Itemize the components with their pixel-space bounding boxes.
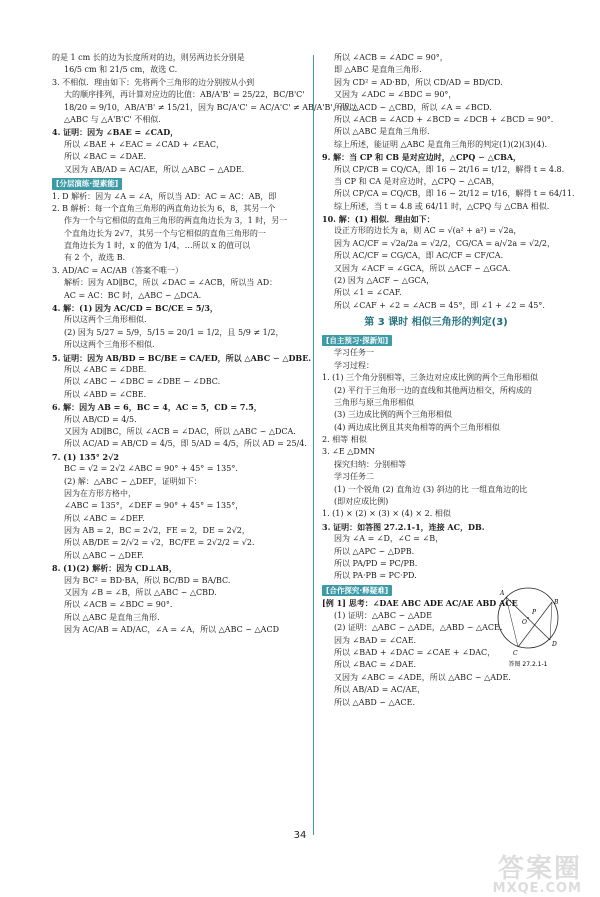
text-line: (2) 平行于三角形一边的直线和其他两边相交，所构成的: [334, 385, 532, 395]
text-line: AC = AC：BC 时，△ABC ∽ △DCA.: [64, 290, 202, 300]
text-line: 所以 ∠CAF + ∠2 = ∠ACB = 45°，即 ∠1 + ∠2 = 45°.: [334, 300, 545, 310]
text-line: 综上所述，能证明 △ABC 是直角三角形的判定(1)(2)(3)(4).: [334, 139, 548, 149]
text-line: 所以 AB/AD = AC/AE，: [334, 685, 426, 695]
text-line: 16/5 cm 和 21/5 cm，故选 C.: [64, 65, 178, 75]
text-line: 3. 证明：如答图 27.2.1-1，连接 AC，DB.: [322, 521, 485, 532]
text-line: (1) 一个锐角 (2) 直角边 (3) 斜边的比 一组直角边的比: [334, 484, 528, 494]
text-line: 又因为 ∠ADC = ∠BDC = 90°，: [334, 90, 457, 100]
text-line: 所以 ∠ABC = ∠DEF.: [64, 513, 145, 523]
text-line: 18/20 = 9/10，AB/A'B' ≠ 15/21，因为 BC/A'C' = AC/A'C' ≠ AB/A'B'，所以: [64, 102, 357, 112]
text-line: 2. B 解析：每一个直角三角形的两直角边长为 6，8，其另一个: [52, 203, 276, 213]
text-line: 大的顺序排列，再计算对应边的比值：AB/A'B' = 25/22，BC/B'C': [64, 90, 305, 100]
text-line: 7. (1) 135° 2√2: [52, 451, 119, 462]
section-header: [分层演练·提素能]: [52, 178, 122, 190]
text-line: △ABC 与 △A'B'C' 不相似.: [64, 114, 161, 124]
text-line: 所以 ∠ACB = ∠ACD + ∠BCD = ∠DCB + ∠BCD = 90°.: [334, 114, 554, 124]
text-line: 所以 AC/AD = AB/CD = 4/5，即 5/AD = 4/5，所以 AD = 25/4.: [64, 439, 307, 449]
page-number: [0, 830, 600, 841]
text-line: 所以这两个三角形不相似.: [64, 340, 155, 350]
lesson-title: 第 3 课时 相似三角形的判定(3): [364, 317, 508, 329]
text-line: 所以 ∠ACB = ∠BDC = 90°.: [64, 600, 173, 610]
text-line: 所以 ∠ABC = ∠DBE.: [64, 365, 147, 374]
text-line: 所以 △ABC 是直角三角形.: [334, 127, 430, 137]
text-line: 所以 AB/CD = 4/5.: [64, 414, 137, 424]
text-line: 4. 证明：因为 ∠BAE = ∠CAD，: [52, 127, 179, 138]
text-line: 9. 解：当 CP 和 CB 是对应边时，△CPQ ∽ △CBA，: [322, 152, 522, 163]
text-line: 学习过程：: [334, 360, 374, 370]
text-line: 因为 ∠A = ∠D，∠C = ∠B，: [334, 534, 444, 544]
text-line: 解析：因为 AD∥BC，所以 ∠DAC = ∠ACB，所以当 AD：: [64, 278, 278, 288]
text-line: 设正方形的边长为 a，则 AC = √(a² + a²) = √2a，: [334, 226, 522, 236]
text-line: 所以 CP/CA = CQ/CB，即 16 − 2t/12 = t/16，解得 t = 64/11.: [334, 189, 575, 199]
section-header: [合作探究·释疑难]: [322, 585, 392, 597]
text-line: 学习任务二: [334, 472, 374, 482]
text-line: 8. (1)(2) 解析：因为 CD⊥AB，: [52, 563, 177, 574]
text-line: 所以 PA/PD = PC/PB.: [334, 558, 418, 568]
text-line: 3. ∠E △DMN: [322, 447, 376, 457]
text-line: 所以 AB/DE = 2/√2 = √2，BC/FE = 2√2/2 = √2.: [64, 538, 255, 548]
text-line: 因为 BC² = BD·BA，所以 BC/BD = BA/BC.: [64, 575, 231, 585]
text-line: (2) 因为 △ACF ∽ △GCA，: [334, 276, 435, 286]
point-label: D: [552, 641, 557, 648]
text-line: 所以这两个三角形相似.: [64, 315, 147, 325]
text-line: (1) 证明：△ABC ∽ △ADE: [334, 610, 432, 620]
text-line: 所以 CP/CB = CQ/CA，即 16 − 2t/16 = t/12，解得 t = 4.8.: [334, 164, 565, 174]
text-line: 作为一个与它相似的直角三角形的两直角边长为 3，1 时，另一: [64, 216, 288, 226]
watermark-url: MXQE.COM: [492, 881, 582, 896]
text-line: 又因为 ∠B = ∠B，所以 △ABC ∽ △CBD.: [64, 588, 217, 598]
watermark: [493, 848, 582, 896]
text-line: 因为在方形方格中，: [64, 488, 136, 498]
text-line: 即 △ABC 是直角三角形.: [334, 65, 422, 75]
text-line: 三角形与原三角形相似: [334, 397, 414, 407]
text-line: (3) 三边成比例的两个三角形相似: [334, 410, 452, 420]
text-line: 所以 △ABC 是直角三角形.: [64, 612, 160, 622]
text-line: 因为 AC/CF = √2a/2a = √2/2，CG/CA = a/√2a = √2/2，: [334, 238, 555, 248]
text-line: 所以 ∠ABC − ∠DBC = ∠DBE − ∠DBC.: [64, 377, 221, 387]
text-line: 学习任务一: [334, 348, 374, 358]
text-line: (2) 证明：△ABC ∽ △ADE，△ABD ∽ △ACE.: [334, 623, 503, 633]
text-line: 个直角边长为 2√7，其另一个与它相似的直角三角形的一: [64, 228, 266, 238]
watermark-logo-text: 答案圈: [497, 854, 582, 884]
text-line: 所以 ∠1 = ∠CAF.: [334, 288, 402, 298]
text-line: BC = √2 = 2√2 ∠ABC = 90° + 45° = 135°.: [64, 464, 238, 474]
point-label: C: [513, 650, 518, 657]
text-line: 所以 △ABC ∽ △DEF.: [64, 550, 144, 560]
text-line: 所以 △ACD ∽ △CBD，所以 ∠A = ∠BCD.: [334, 102, 492, 112]
text-line: 所以 ∠BAC = ∠DAE.: [64, 152, 147, 162]
text-line: 1. (1) × (2) × (3) × (4) × 2. 相似: [322, 509, 451, 519]
text-line: ∠ABC = 135°，∠DEF = 90° + 45° = 135°，: [64, 501, 244, 511]
text-line: 1. (1) 三个角分别相等，三条边对应成比例的两个三角形相似: [322, 373, 539, 383]
figure-caption: 答图 27.2.1-1: [508, 661, 548, 668]
point-label: A: [500, 590, 505, 597]
text-line: 当 CP 和 CA 是对应边时，△CPQ ∽ △CAB，: [334, 176, 500, 186]
text-line: 综上所述，当 t = 4.8 或 64/11 时，△CPQ 与 △CBA 相似.: [334, 201, 550, 211]
point-label: B: [554, 599, 559, 606]
text-line: (2) 因为 5/27 = 5/9，5/15 = 20/1 = 1/2，且 5/9 ≠ 1/2，: [64, 327, 284, 337]
text-line: 5. 证明：因为 AB/BD = BC/BE = CA/ED，所以 △ABC ∽ △DBE.: [52, 352, 312, 363]
text-line: 因为 CD² = AD·BD，所以 CD/AD = BD/CD.: [334, 77, 503, 87]
text-line: 的是 1 cm 长的边为长度所对的边，则另两边长分别是: [52, 53, 245, 62]
column-divider: [313, 55, 314, 835]
text-line: 所以 ∠BAC = ∠DAE.: [334, 660, 417, 670]
text-line: 有 2 个，故选 B.: [64, 253, 126, 263]
text-line: (即对应成比例): [334, 497, 389, 507]
text-line: 所以 ∠ABD = ∠CBE.: [64, 389, 147, 399]
text-line: 3. AD/AC = AC/AB（答案不唯一）: [52, 265, 183, 275]
text-line: 6. 解：因为 AB = 6，BC = 4，AC = 5，CD = 7.5，: [52, 402, 262, 413]
text-line: 所以 △ABD ∽ △ACE.: [334, 697, 415, 707]
circle-figure: [488, 580, 568, 670]
text-line: 10. 解：(1) 相似．理由如下：: [322, 214, 435, 225]
text-line: 又因为 AB/AD = AC/AE，所以 △ABC ∽ △ADE.: [64, 164, 245, 174]
text-line: 所以 AC/CF = CG/CA，即 AC/CF = CF/CA.: [334, 251, 504, 261]
text-line: 4. 解：(1) 因为 AC/CD = BC/CE = 5/3，: [52, 303, 218, 314]
text-line: 又因为 AD∥BC，所以 ∠ACB = ∠DAC，所以 △ABC ∽ △DCA.: [64, 426, 296, 436]
text-line: (4) 两边成比例且其夹角相等的两个三角形相似: [334, 422, 500, 432]
text-line: 探究归纳：分别相等: [334, 459, 406, 469]
section-header: [自主预习·探新知]: [322, 335, 392, 347]
text-line: [例 1] 思考：∠DAE ABC ADE AC/AE ABD ACE: [322, 598, 518, 609]
text-line: 1. D 解析：因为 ∠A = ∠A，所以当 AD：AC = AC：AB，即: [52, 191, 277, 201]
point-label: O: [522, 619, 527, 626]
text-line: 3. 不相似．理由如下：先将两个三角形的边分别按从小到: [52, 77, 255, 87]
page-number-text: 34: [293, 830, 307, 841]
text-line: 又因为 ∠ACF = ∠GCA，所以 △ACF ∽ △GCA.: [334, 263, 511, 273]
text-line: 2. 相等 相似: [322, 435, 367, 445]
point-label: P: [532, 609, 537, 616]
text-line: 所以 △APC ∽ △DPB.: [334, 546, 415, 556]
text-line: 因为 ∠BAD = ∠CAE.: [334, 635, 417, 645]
text-line: 所以 ∠BAD + ∠DAC = ∠CAE + ∠DAC，: [334, 647, 496, 657]
text-line: 又因为 ∠ABC = ∠ADE，所以 △ABC ∽ △ADE.: [334, 672, 511, 682]
text-line: 所以 PA·PB = PC·PD.: [334, 571, 417, 581]
text-line: 所以 ∠BAE + ∠EAC = ∠CAD + ∠EAC，: [64, 139, 225, 149]
text-line: 直角边长为 1 时，x 的值为 1/4，…所以 x 的值可以: [64, 241, 251, 251]
text-line: 所以 ∠ACB = ∠ADC = 90°，: [334, 53, 448, 62]
text-line: 因为 AB = 2，BC = 2√2，FE = 2，DE = 2√2，: [64, 526, 250, 536]
text-line: 因为 AC/AB = AD/AC，∠A = ∠A，所以 △ABC ∽ △ACD: [64, 625, 279, 635]
text-line: (2) 解：△ABC ∽ △DEF，证明如下：: [64, 476, 202, 486]
